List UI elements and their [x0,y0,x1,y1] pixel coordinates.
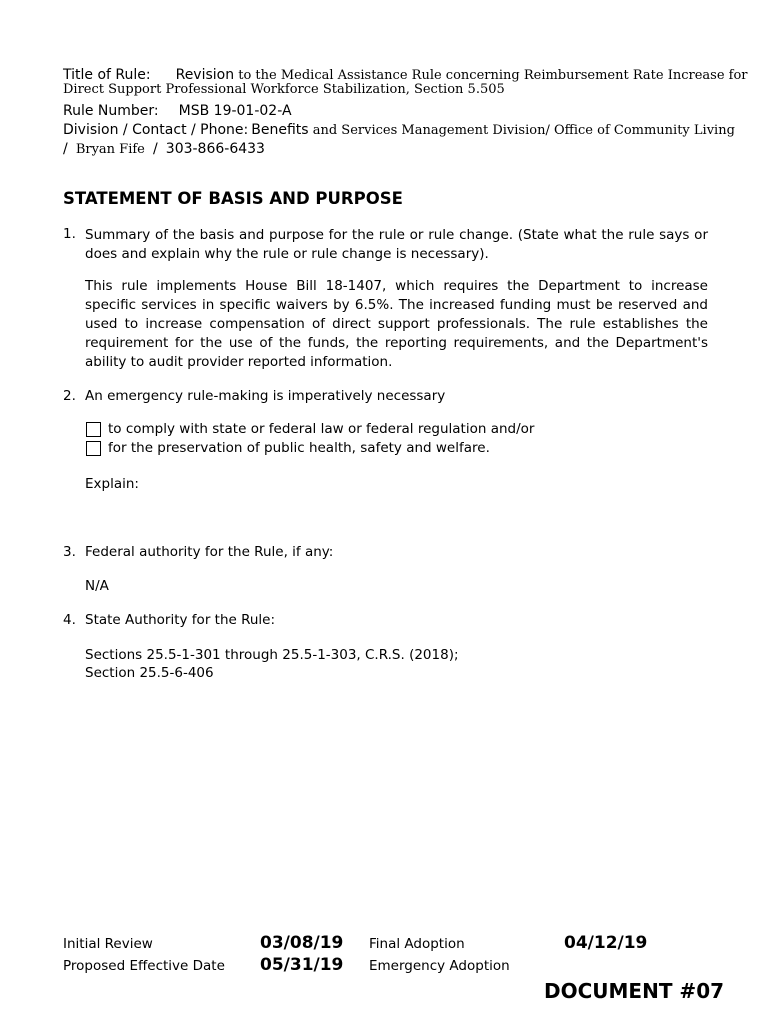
title-label: Title of Rule: [63,67,151,83]
initial-review-label: Initial Review [63,936,153,952]
division-line [63,119,735,138]
item-2-text: An emergency rule-making is imperatively necessary [85,388,446,404]
initial-review-date: 03/08/19 [260,933,344,953]
emergency-law-label: to comply with state or federal law or federal regulation and/or [108,421,535,437]
item-4-body-line-1: Sections 25.5-1-301 through 25.5-1-303, C.R.S. (2018); [85,647,459,663]
title-rest: to the Medical Assistance Rule concerning Reimbursement Rate Increase for [234,68,748,83]
final-adoption-label: Final Adoption [369,936,465,952]
item-1-text: Summary of the basis and purpose for the rule or rule change. (State what the rule says or does and explain why the rule or rule change is necessary). [85,227,708,262]
contact-phone: 303-866-6433 [165,141,265,157]
title-line-2: Direct Support Professional Workforce Stabilization, Section 5.505 [63,82,505,97]
explain-label: Explain: [85,476,139,492]
division-lead: Benefits [251,122,309,138]
division-rest: and Services Management Division/ Office of Community Living [308,123,735,138]
proposed-effective-date: 05/31/19 [260,955,344,975]
rule-number-value: MSB 19-01-02-A [178,103,292,119]
item-2-number: 2. [63,388,76,404]
contact-slash-1: / [63,141,68,157]
item-1-number: 1. [63,226,76,242]
title-line-1 [63,64,748,83]
item-4-number: 4. [63,612,76,628]
proposed-effective-label: Proposed Effective Date [63,958,225,974]
contact-name: Bryan Fife [75,142,145,157]
rule-number-label: Rule Number: [63,103,159,119]
contact-slash-2: / [152,141,158,157]
page-title: STATEMENT OF BASIS AND PURPOSE [63,189,403,208]
contact-line [63,138,265,157]
division-label: Division / Contact / Phone: [63,122,249,138]
item-1-body: This rule implements House Bill 18-1407, which requires the Department to increase specific services in specific waivers by 6.5%. The increased funding must be reserved and used to increase compensation of direct support professionals. The rule establishes the requirement for the use of the funds, the reporting requirements, and the Department's ability to audit provider reported information. [85,278,708,370]
item-3-number: 3. [63,544,76,560]
final-adoption-date: 04/12/19 [564,933,648,953]
item-4-text: State Authority for the Rule: [85,612,276,628]
rule-number-line [63,100,292,119]
emergency-safety-checkbox[interactable] [86,441,101,456]
item-4-body-line-2: Section 25.5-6-406 [85,665,214,681]
document-number: DOCUMENT #07 [544,979,725,1003]
item-3-text: Federal authority for the Rule, if any: [85,544,334,560]
emergency-law-checkbox[interactable] [86,422,101,437]
item-3-body: N/A [85,578,109,594]
title-lead: Revision [175,67,235,83]
emergency-safety-label: for the preservation of public health, safety and welfare. [108,440,490,456]
emergency-adoption-label: Emergency Adoption [369,958,510,974]
